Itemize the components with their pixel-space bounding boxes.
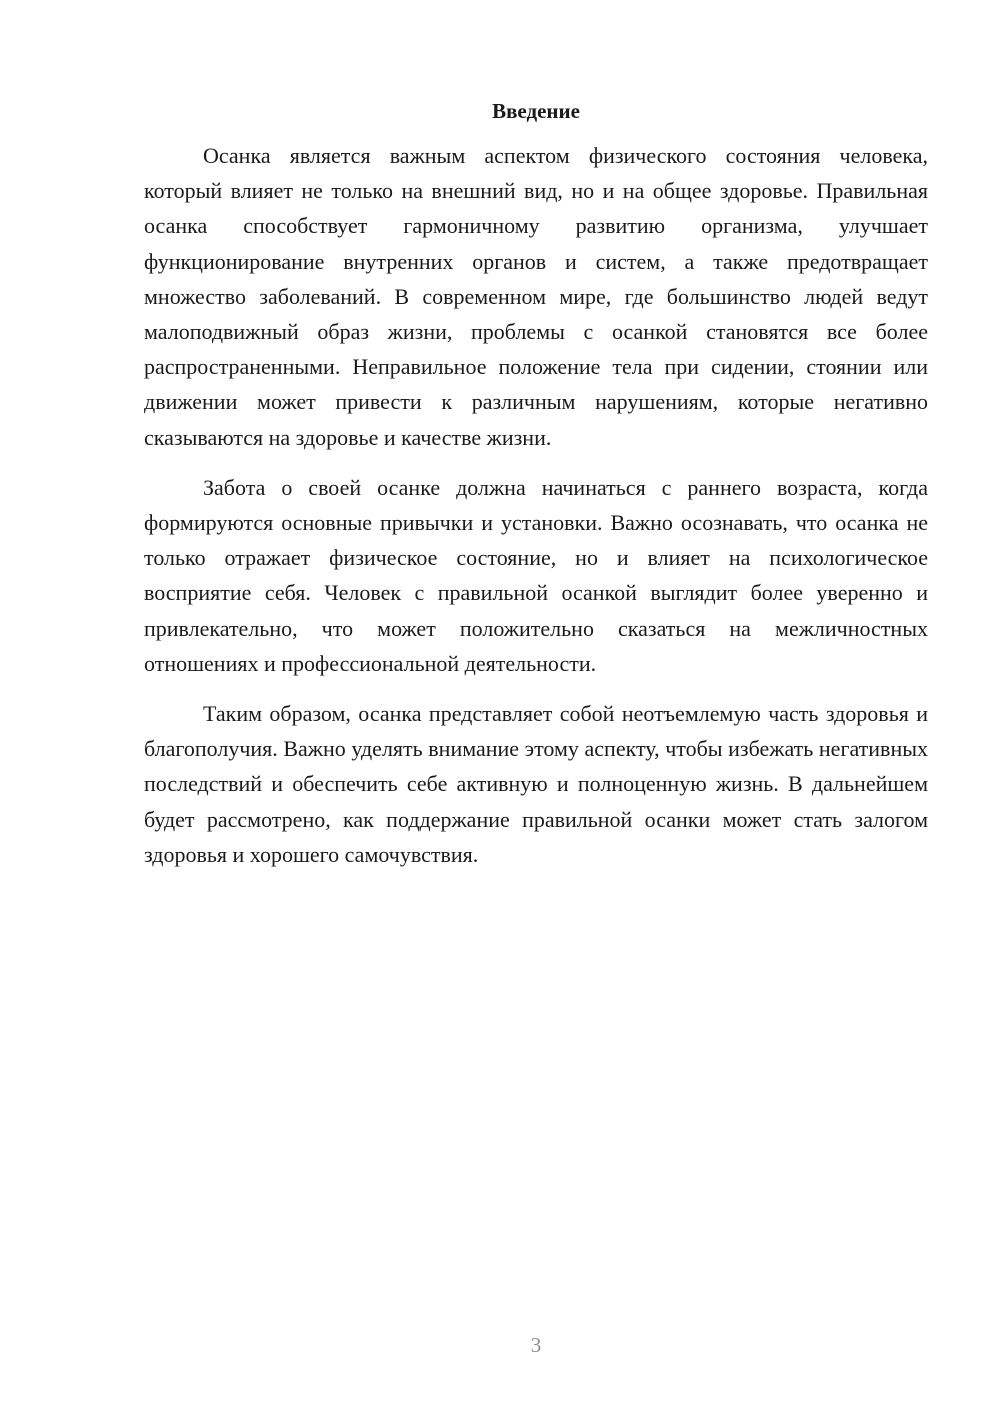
paragraph-3: Таким образом, осанка представляет собой неотъемлемую часть здоровья и благополучия. Важно уделять внимание этому аспекту, чтобы избежать негативных последствий и обеспечить себе активную и полноценную жизнь. В дальнейшем будет рассмотрено, как поддержание правильной осанки может стать залогом здоровья и хорошего самочувствия. [144, 701, 928, 867]
page-content [144, 96, 928, 872]
section-title: Введение [492, 99, 580, 123]
paragraph-2: Забота о своей осанке должна начинаться с раннего возраста, когда формируются основные привычки и установки. Важно осознавать, что осанка не только отражает физическое состояние, но и влияет на психологическое восприятие себя. Человек с правильной осанкой выглядит более уверенно и привлекательно, что может положительно сказаться на межличностных отношениях и профессиональной деятельности. [144, 474, 928, 676]
paragraph-1: Осанка является важным аспектом физического состояния человека, который влияет не только на внешний вид, но и на общее здоровье. Правильная осанка способствует гармоничному развитию организма, улучшает функционирование внутренних органов и систем, а также предотвращает множество заболеваний. В современном мире, где большинство людей ведут малоподвижный образ жизни, проблемы с осанкой становятся все более распространенными. Неправильное положение тела при сидении, стоянии или движении может привести к различным нарушениям, которые негативно сказываются на здоровье и качестве жизни. [144, 143, 928, 450]
page-number: 3 [530, 1333, 542, 1357]
